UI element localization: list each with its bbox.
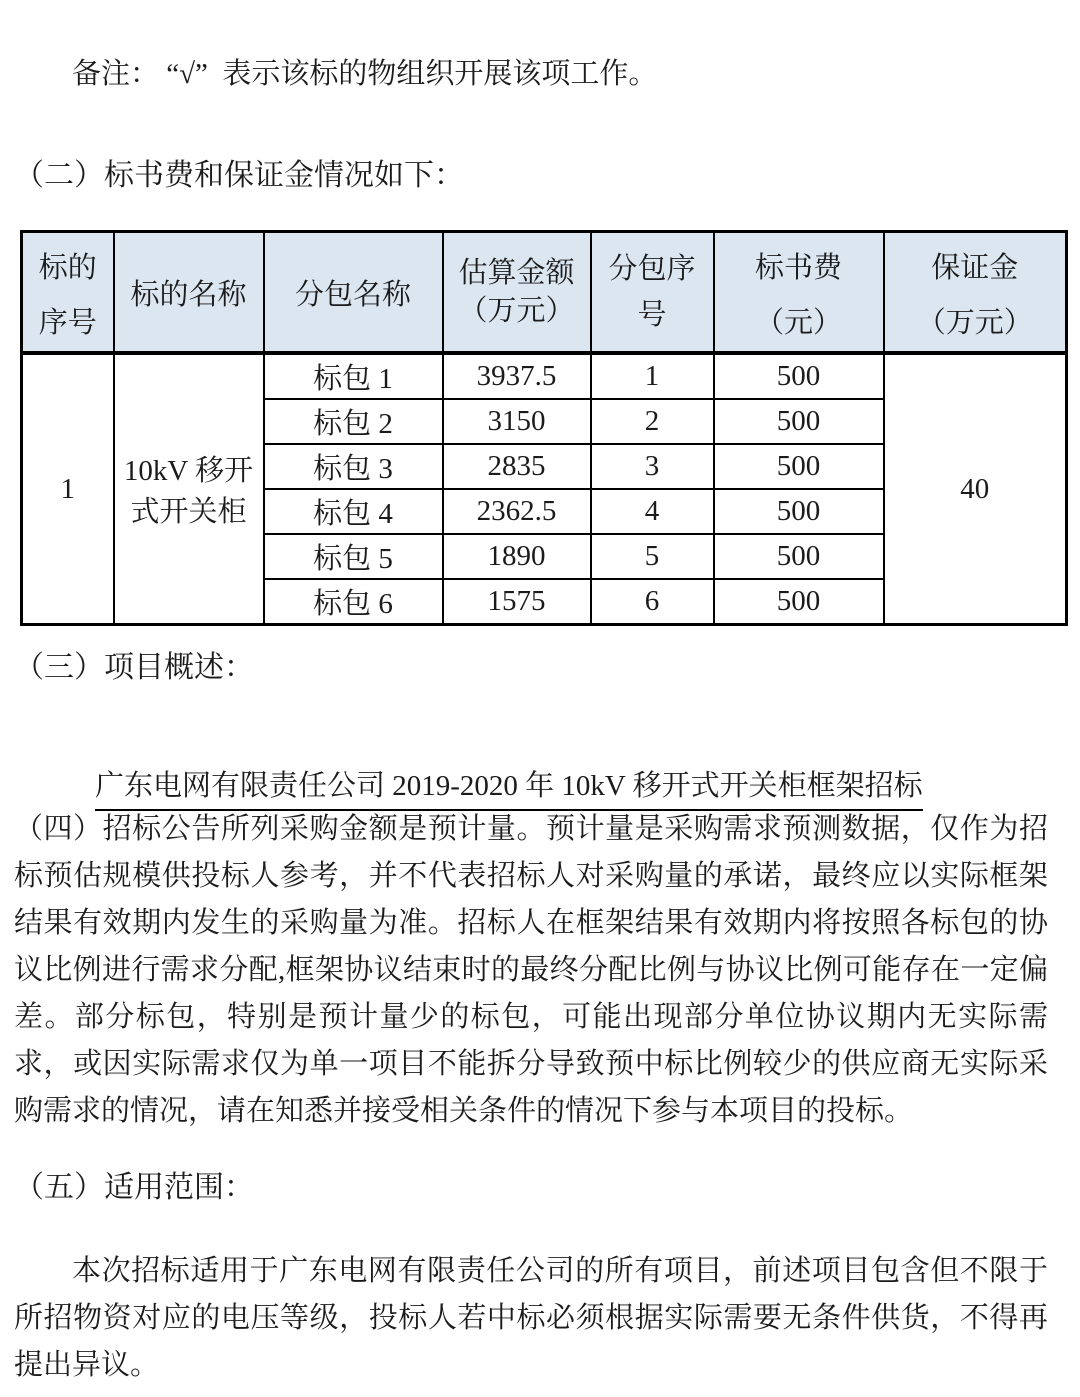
note-line: 备注： “√” 表示该标的物组织开展该项工作。 [72, 58, 658, 90]
cell-fee: 500 [714, 353, 884, 399]
cell-fee: 500 [714, 534, 884, 579]
cell-package: 标包 1 [264, 353, 443, 399]
header-deposit-line2: （万元） [916, 307, 1033, 339]
header-subject-no-line1: 标的 [38, 252, 97, 284]
header-estimate-line1: 估算金额 [458, 257, 575, 289]
cell-fee: 500 [714, 489, 884, 534]
cell-package-no: 1 [591, 353, 714, 399]
header-package-no-line1: 分包序 [608, 253, 696, 285]
cell-package: 标包 5 [264, 534, 443, 579]
header-package-no-line2: 号 [637, 299, 667, 331]
fee-deposit-table [20, 230, 1068, 626]
table-header-row [22, 232, 1067, 354]
header-doc-fee [714, 232, 884, 354]
project-title-text: 广东电网有限责任公司 2019-2020 年 10kV 移开式开关柜框架招标 [95, 768, 923, 811]
section-project-heading: （三）项目概述： [14, 651, 254, 684]
header-deposit-line1: 保证金 [931, 252, 1019, 284]
header-subject-no-line2: 序号 [38, 307, 97, 339]
cell-fee: 500 [714, 444, 884, 489]
header-doc-fee-line2: （元） [754, 307, 842, 339]
section-scope-paragraph: 本次招标适用于广东电网有限责任公司的所有项目，前述项目包含但不限于所招物资对应的电压等级，投标人若中标必须根据实际需要无条件供货，不得再提出异议。 [14, 1255, 1048, 1381]
header-package-name: 分包名称 [264, 232, 443, 354]
cell-package: 标包 4 [264, 489, 443, 534]
cell-fee: 500 [714, 399, 884, 444]
cell-package-no: 3 [591, 444, 714, 489]
header-subject-no [22, 232, 114, 354]
cell-amount: 1575 [443, 579, 591, 625]
header-estimate [443, 232, 591, 354]
cell-amount: 1890 [443, 534, 591, 579]
header-estimate-line2: （万元） [458, 295, 575, 327]
cell-package: 标包 6 [264, 579, 443, 625]
header-doc-fee-line1: 标书费 [754, 252, 842, 284]
cell-fee: 500 [714, 579, 884, 625]
cell-amount: 2362.5 [443, 489, 591, 534]
cell-package: 标包 2 [264, 399, 443, 444]
section-scope-heading: （五）适用范围： [14, 1171, 254, 1204]
cell-package-no: 4 [591, 489, 714, 534]
cell-subject-no: 1 [22, 353, 114, 625]
section-estimate-paragraph: （四）招标公告所列采购金额是预计量。预计量是采购需求预测数据，仅作为招标预估规模供投标人参考，并不代表招标人对采购量的承诺，最终应以实际框架结果有效期内发生的采购量为准。招标人在框架结果有效期内将按照各标包的协议比例进行需求分配,框架协议结束时的最终分配比例与协议比例可能存在一定偏差。部分标包，特别是预计量少的标包，可能出现部分单位协议期内无实际需求，或因实际需求仅为单一项目不能拆分导致预中标比例较少的供应商无实际采购需求的情况，请在知悉并接受相关条件的情况下参与本项目的投标。 [14, 813, 1048, 1127]
cell-package-no: 5 [591, 534, 714, 579]
section-fee-heading: （二）标书费和保证金情况如下： [14, 159, 464, 192]
cell-amount: 3937.5 [443, 353, 591, 399]
table-row [22, 353, 1067, 399]
header-package-no [591, 232, 714, 354]
header-deposit [884, 232, 1067, 354]
header-subject-name: 标的名称 [114, 232, 264, 354]
cell-subject-name: 10kV 移开式开关柜 [114, 353, 264, 625]
cell-amount: 2835 [443, 444, 591, 489]
cell-package: 标包 3 [264, 444, 443, 489]
cell-deposit: 40 [884, 353, 1067, 625]
cell-package-no: 6 [591, 579, 714, 625]
cell-amount: 3150 [443, 399, 591, 444]
cell-package-no: 2 [591, 399, 714, 444]
